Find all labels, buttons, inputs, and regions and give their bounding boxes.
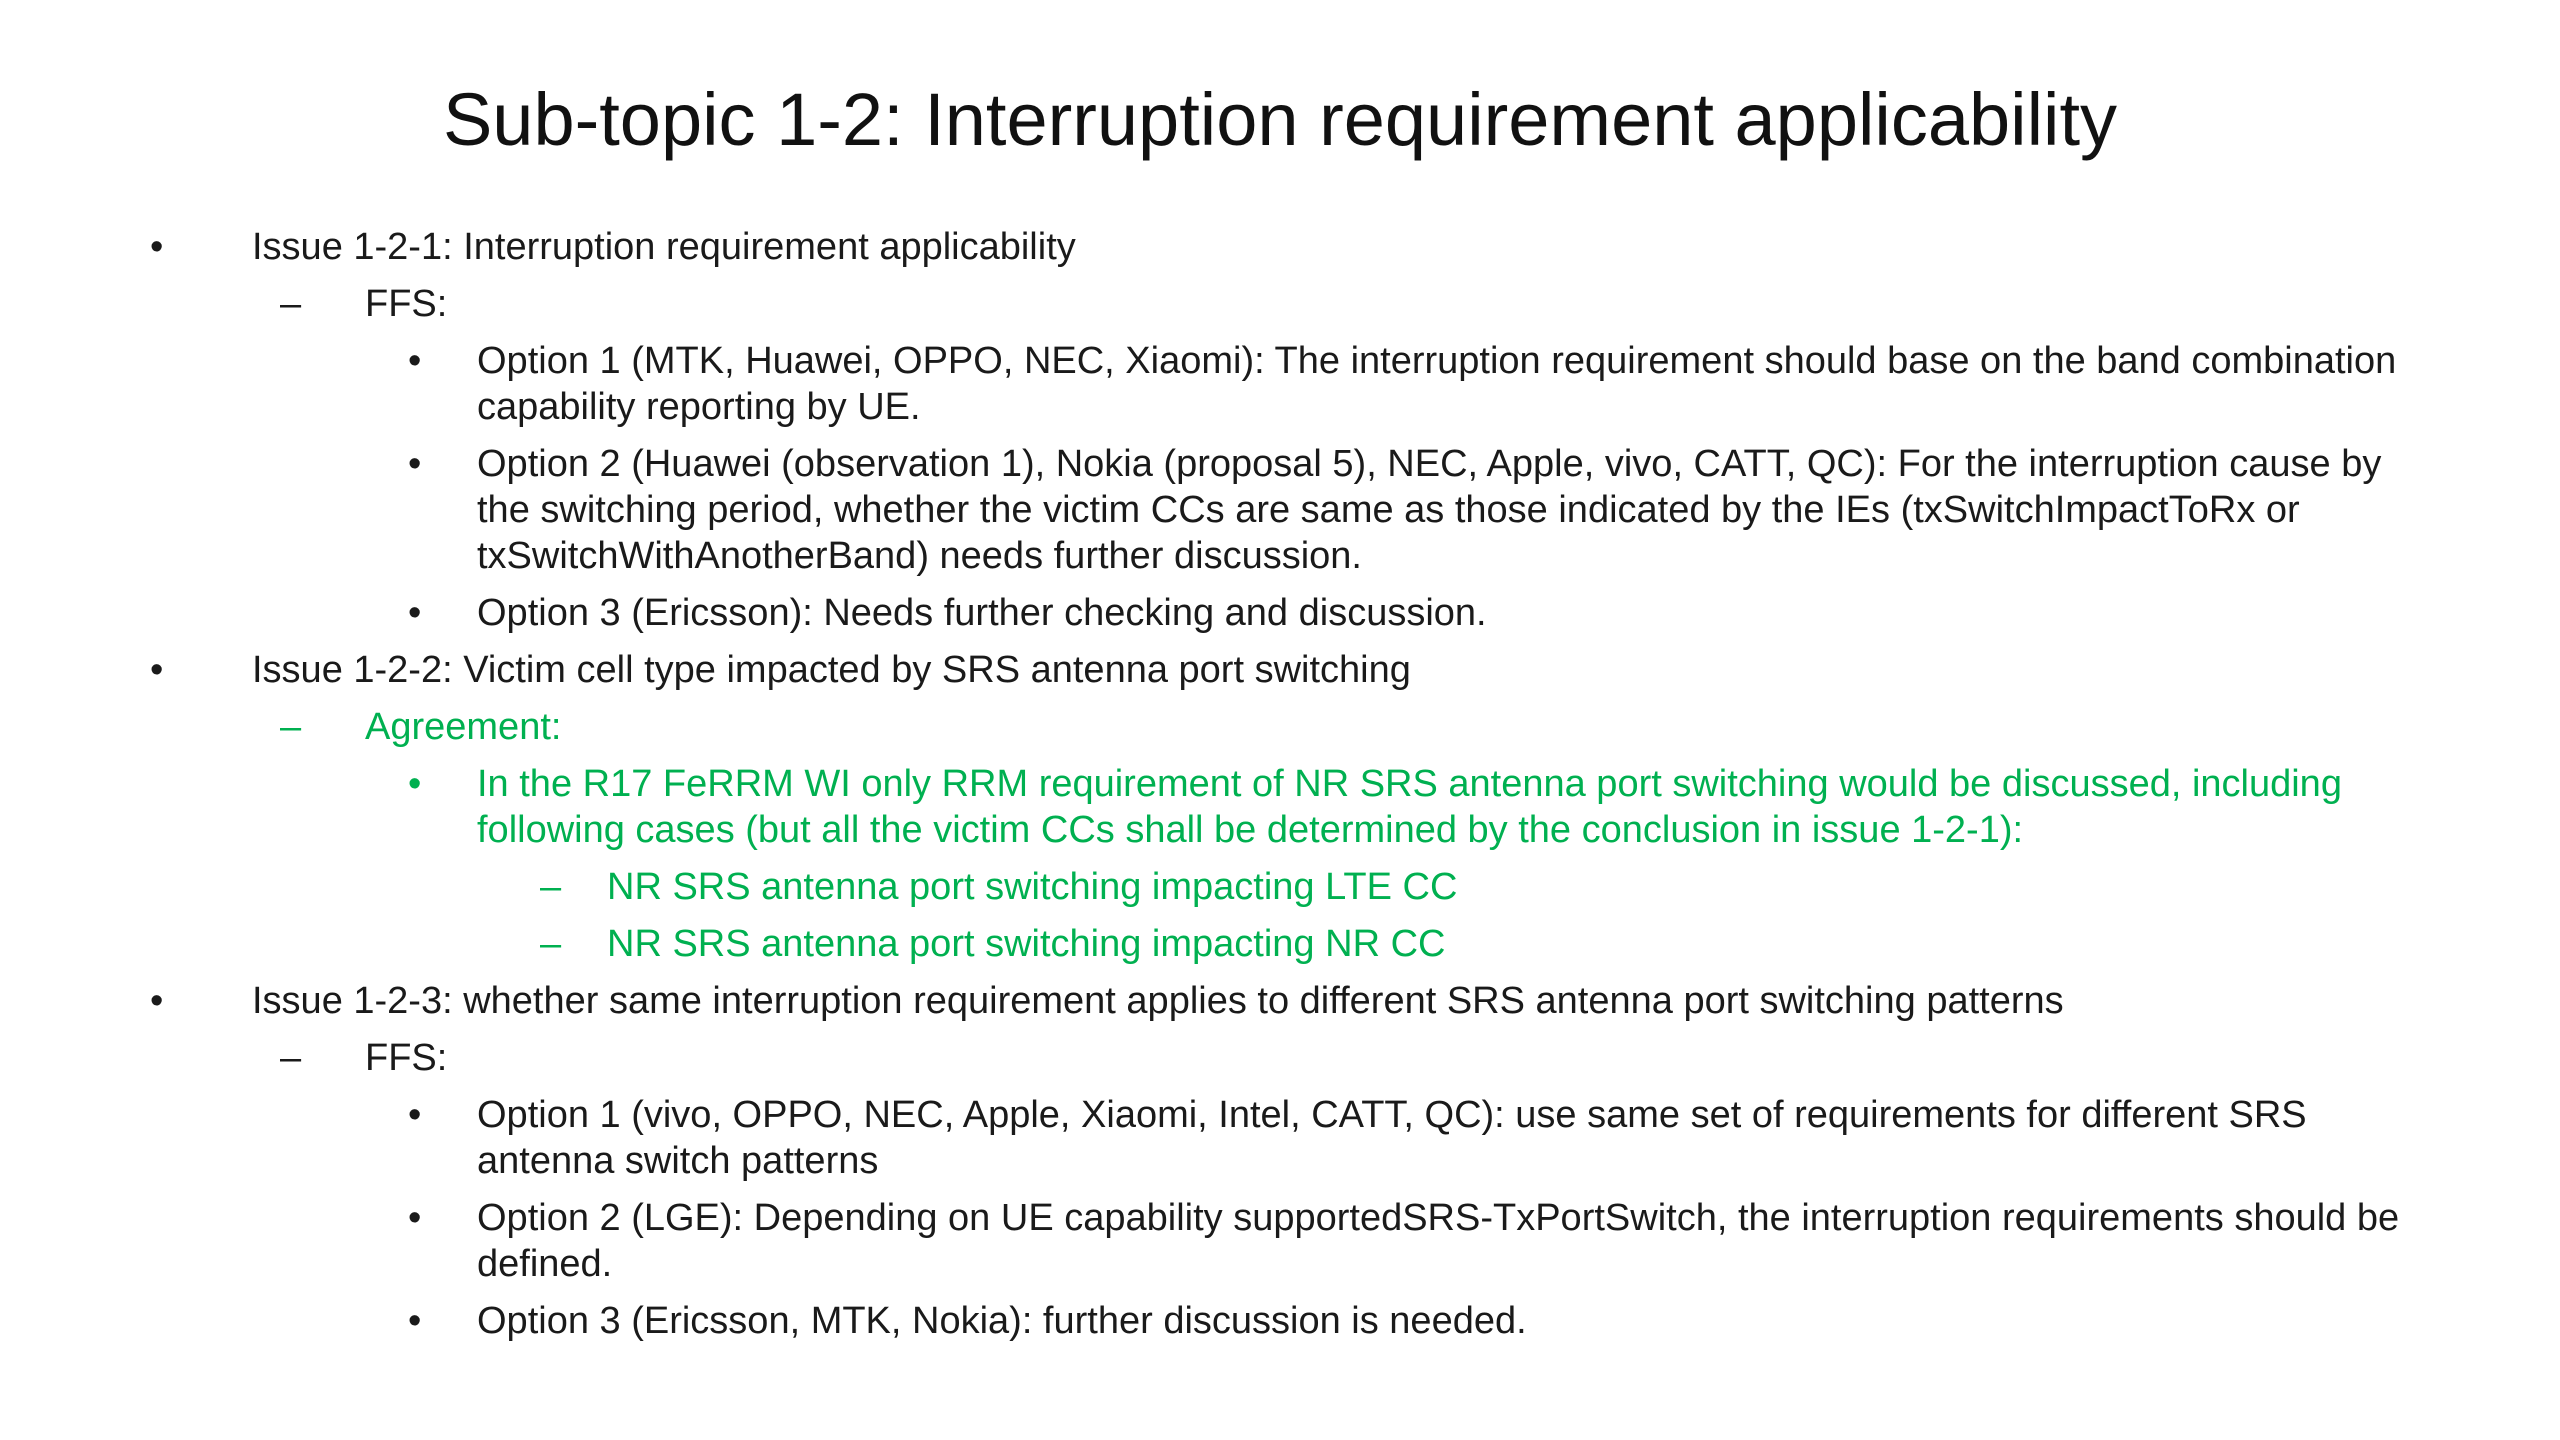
slide-body — [150, 224, 2440, 1355]
issue-1-2-3-option-1 — [150, 1092, 2440, 1184]
bullet-dot: • — [150, 980, 164, 1022]
case-text: NR SRS antenna port switching impacting LTE CC — [607, 866, 1458, 908]
issue-text: Issue 1-2-3: whether same interruption requirement applies to different SRS antenna port switching patterns — [252, 980, 2064, 1022]
issue-1-2-3-option-2 — [150, 1195, 2440, 1287]
bullet-dot: • — [408, 443, 422, 485]
status-text: FFS: — [365, 1037, 448, 1079]
bullet-dot: • — [150, 226, 164, 268]
agreement-text: In the R17 FeRRM WI only RRM requirement of NR SRS antenna port switching would be discussed, including following cases (but all the victim CCs shall be determined by the conclusion in issue 1-2-1): — [477, 763, 2342, 851]
bullet-dash: – — [280, 283, 302, 325]
bullet-dot: • — [408, 592, 422, 634]
issue-1-2-1 — [150, 224, 2440, 270]
bullet-dash: – — [280, 1037, 302, 1079]
issue-1-2-2-status — [150, 704, 2440, 750]
option-text: Option 2 (Huawei (observation 1), Nokia (proposal 5), NEC, Apple, vivo, CATT, QC): For the interruption cause by the switching period, whether the victim CCs are same as those indicated by the IEs (txSwitchImpactToRx or txSwitchWithAnotherBand) needs further discussion. — [477, 443, 2382, 577]
issue-1-2-2-case-1 — [150, 864, 2440, 910]
issue-1-2-2-agreement — [150, 761, 2440, 853]
bullet-dot: • — [408, 1197, 422, 1239]
issue-1-2-1-status — [150, 281, 2440, 327]
issue-1-2-3-option-3 — [150, 1298, 2440, 1344]
bullet-dash: – — [540, 866, 562, 908]
issue-1-2-3 — [150, 978, 2440, 1024]
bullet-dash: – — [280, 706, 302, 748]
issue-1-2-3-status — [150, 1035, 2440, 1081]
issue-1-2-1-option-3 — [150, 590, 2440, 636]
status-text: FFS: — [365, 283, 448, 325]
option-text: Option 3 (Ericsson, MTK, Nokia): further discussion is needed. — [477, 1300, 1527, 1342]
bullet-dash: – — [540, 923, 562, 965]
bullet-dot: • — [408, 763, 422, 805]
issue-text: Issue 1-2-2: Victim cell type impacted by SRS antenna port switching — [252, 649, 1411, 691]
issue-1-2-1-option-2 — [150, 441, 2440, 579]
option-text: Option 3 (Ericsson): Needs further checking and discussion. — [477, 592, 1487, 634]
case-text: NR SRS antenna port switching impacting NR CC — [607, 923, 1446, 965]
bullet-dot: • — [408, 340, 422, 382]
option-text: Option 1 (vivo, OPPO, NEC, Apple, Xiaomi, Intel, CATT, QC): use same set of requirements for different SRS antenna switch patterns — [477, 1094, 2307, 1182]
agreement-label: Agreement: — [365, 706, 562, 748]
option-text: Option 2 (LGE): Depending on UE capability supportedSRS-TxPortSwitch, the interruption requirements should be defined. — [477, 1197, 2400, 1285]
option-text: Option 1 (MTK, Huawei, OPPO, NEC, Xiaomi): The interruption requirement should base on the band combination capability reporting by UE. — [477, 340, 2397, 428]
issue-text: Issue 1-2-1: Interruption requirement applicability — [252, 226, 1076, 268]
slide-title: Sub-topic 1-2: Interruption requirement applicability — [442, 78, 2118, 161]
issue-1-2-2-case-2 — [150, 921, 2440, 967]
bullet-dot: • — [408, 1094, 422, 1136]
bullet-dot: • — [150, 649, 164, 691]
issue-1-2-1-option-1 — [150, 338, 2440, 430]
issue-1-2-2 — [150, 647, 2440, 693]
bullet-dot: • — [408, 1300, 422, 1342]
